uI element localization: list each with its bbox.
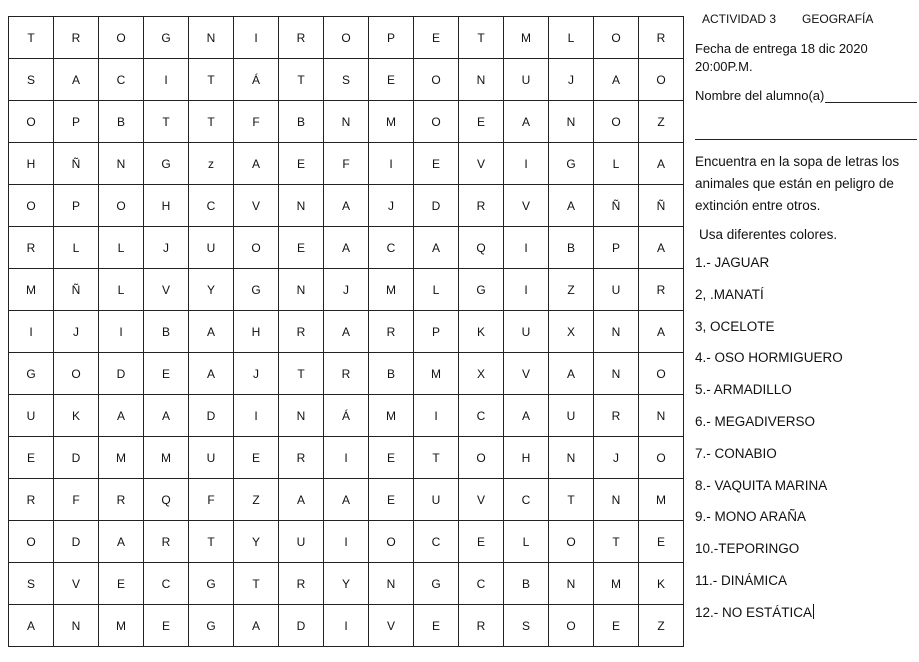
word-list-item-text: 5.- ARMADILLO bbox=[695, 382, 792, 398]
grid-cell: N bbox=[279, 269, 324, 311]
grid-cell: A bbox=[504, 395, 549, 437]
grid-cell: B bbox=[144, 311, 189, 353]
grid-cell: F bbox=[324, 143, 369, 185]
grid-cell: L bbox=[99, 269, 144, 311]
grid-cell: E bbox=[414, 17, 459, 59]
grid-cell: Q bbox=[144, 479, 189, 521]
grid-cell: O bbox=[639, 353, 684, 395]
grid-cell: P bbox=[594, 227, 639, 269]
grid-cell: R bbox=[279, 437, 324, 479]
word-list bbox=[695, 253, 917, 635]
grid-row bbox=[9, 437, 684, 479]
grid-cell: J bbox=[324, 269, 369, 311]
grid-cell: T bbox=[234, 563, 279, 605]
grid-cell: N bbox=[549, 101, 594, 143]
due-date-line: Fecha de entrega 18 dic 2020 bbox=[695, 41, 868, 56]
grid-row bbox=[9, 311, 684, 353]
grid-cell: S bbox=[324, 59, 369, 101]
grid-cell: V bbox=[459, 143, 504, 185]
grid-cell: O bbox=[99, 185, 144, 227]
grid-cell: A bbox=[279, 479, 324, 521]
grid-cell: I bbox=[369, 143, 414, 185]
grid-cell: A bbox=[99, 395, 144, 437]
grid-cell: U bbox=[189, 227, 234, 269]
grid-cell: U bbox=[414, 479, 459, 521]
word-list-item bbox=[695, 285, 917, 317]
grid-cell: J bbox=[549, 59, 594, 101]
grid-cell: B bbox=[504, 563, 549, 605]
word-list-item bbox=[695, 444, 917, 476]
grid-cell: I bbox=[414, 395, 459, 437]
grid-cell: N bbox=[639, 395, 684, 437]
grid-cell: N bbox=[54, 605, 99, 647]
word-list-item-text: 6.- MEGADIVERSO bbox=[695, 413, 816, 429]
subject-title: GEOGRAFÍA bbox=[802, 12, 874, 26]
grid-cell: E bbox=[234, 437, 279, 479]
grid-cell: V bbox=[504, 353, 549, 395]
grid-cell: A bbox=[9, 605, 54, 647]
student-name-label: Nombre del alumno(a) bbox=[695, 88, 825, 103]
grid-cell: O bbox=[369, 521, 414, 563]
grid-cell: C bbox=[99, 59, 144, 101]
grid-cell: P bbox=[54, 185, 99, 227]
grid-cell: Z bbox=[639, 605, 684, 647]
grid-cell: I bbox=[144, 59, 189, 101]
grid-cell: O bbox=[594, 101, 639, 143]
grid-cell: R bbox=[9, 227, 54, 269]
grid-cell: O bbox=[594, 17, 639, 59]
grid-cell: M bbox=[594, 563, 639, 605]
student-name-blank[interactable] bbox=[825, 88, 917, 103]
grid-cell: O bbox=[414, 59, 459, 101]
grid-cell: A bbox=[594, 59, 639, 101]
grid-row bbox=[9, 563, 684, 605]
grid-cell: A bbox=[414, 227, 459, 269]
grid-cell: O bbox=[549, 521, 594, 563]
grid-cell: M bbox=[99, 437, 144, 479]
grid-cell: I bbox=[324, 437, 369, 479]
grid-cell: T bbox=[459, 17, 504, 59]
grid-cell: G bbox=[549, 143, 594, 185]
grid-cell: L bbox=[54, 227, 99, 269]
grid-cell: B bbox=[369, 353, 414, 395]
word-list-item bbox=[695, 412, 917, 444]
grid-cell: Ñ bbox=[54, 143, 99, 185]
grid-cell: S bbox=[9, 59, 54, 101]
grid-cell: V bbox=[369, 605, 414, 647]
grid-cell: K bbox=[54, 395, 99, 437]
grid-cell: A bbox=[549, 353, 594, 395]
grid-cell: G bbox=[189, 605, 234, 647]
word-list-item-text: 1.- JAGUAR bbox=[695, 255, 770, 270]
grid-cell: I bbox=[234, 17, 279, 59]
grid-cell: R bbox=[639, 17, 684, 59]
grid-cell: A bbox=[549, 185, 594, 227]
grid-cell: S bbox=[504, 605, 549, 647]
grid-cell: T bbox=[189, 521, 234, 563]
grid-cell: B bbox=[549, 227, 594, 269]
word-list-item bbox=[695, 476, 917, 508]
grid-cell: R bbox=[459, 605, 504, 647]
grid-cell: F bbox=[189, 479, 234, 521]
grid-cell: A bbox=[234, 605, 279, 647]
grid-cell: H bbox=[9, 143, 54, 185]
grid-cell: D bbox=[414, 185, 459, 227]
grid-cell: Z bbox=[639, 101, 684, 143]
grid-cell: N bbox=[99, 143, 144, 185]
grid-cell: R bbox=[459, 185, 504, 227]
grid-cell: A bbox=[99, 521, 144, 563]
word-list-item-text: 3, OCELOTE bbox=[695, 318, 775, 334]
grid-cell: E bbox=[594, 605, 639, 647]
grid-cell: Y bbox=[189, 269, 234, 311]
grid-cell: A bbox=[324, 227, 369, 269]
grid-cell: A bbox=[54, 59, 99, 101]
grid-cell: Ñ bbox=[639, 185, 684, 227]
grid-cell: A bbox=[639, 311, 684, 353]
grid-cell: Z bbox=[549, 269, 594, 311]
grid-cell: N bbox=[549, 437, 594, 479]
grid-cell: I bbox=[9, 311, 54, 353]
grid-cell: C bbox=[414, 521, 459, 563]
grid-cell: E bbox=[369, 437, 414, 479]
grid-cell: G bbox=[414, 563, 459, 605]
grid-cell: E bbox=[144, 605, 189, 647]
word-list-item bbox=[695, 603, 917, 635]
grid-cell: R bbox=[54, 17, 99, 59]
word-list-item bbox=[695, 348, 917, 380]
grid-cell: A bbox=[144, 395, 189, 437]
grid-cell: L bbox=[99, 227, 144, 269]
colors-note: Usa diferentes colores. bbox=[699, 227, 838, 242]
word-list-item bbox=[695, 380, 917, 412]
grid-cell: O bbox=[459, 437, 504, 479]
word-list-item-text: 2, .MANATÍ bbox=[695, 286, 764, 302]
grid-cell: V bbox=[144, 269, 189, 311]
grid-cell: I bbox=[504, 227, 549, 269]
grid-cell: V bbox=[234, 185, 279, 227]
grid-cell: R bbox=[594, 395, 639, 437]
grid-cell: N bbox=[594, 353, 639, 395]
grid-cell: N bbox=[369, 563, 414, 605]
grid-cell: T bbox=[144, 101, 189, 143]
grid-row bbox=[9, 17, 684, 59]
grid-cell: R bbox=[369, 311, 414, 353]
grid-cell: V bbox=[54, 563, 99, 605]
grid-cell: A bbox=[324, 479, 369, 521]
grid-cell: G bbox=[234, 269, 279, 311]
word-list-item bbox=[695, 571, 917, 603]
grid-cell: I bbox=[324, 605, 369, 647]
grid-cell: U bbox=[9, 395, 54, 437]
grid-cell: E bbox=[369, 479, 414, 521]
grid-cell: A bbox=[639, 227, 684, 269]
grid-cell: M bbox=[369, 101, 414, 143]
grid-cell: Q bbox=[459, 227, 504, 269]
grid-cell: E bbox=[279, 227, 324, 269]
grid-cell: O bbox=[9, 521, 54, 563]
word-list-item bbox=[695, 507, 917, 539]
grid-cell: A bbox=[189, 353, 234, 395]
grid-cell: M bbox=[414, 353, 459, 395]
grid-cell: O bbox=[324, 17, 369, 59]
grid-cell: L bbox=[594, 143, 639, 185]
grid-row bbox=[9, 185, 684, 227]
grid-cell: Á bbox=[234, 59, 279, 101]
grid-cell: N bbox=[189, 17, 234, 59]
grid-cell: G bbox=[189, 563, 234, 605]
grid-cell: M bbox=[144, 437, 189, 479]
grid-cell: E bbox=[9, 437, 54, 479]
grid-cell: H bbox=[234, 311, 279, 353]
word-list-item-text: 11.- DINÁMICA bbox=[695, 572, 788, 588]
grid-cell: E bbox=[459, 101, 504, 143]
word-list-item-text: 12.- NO ESTÁTICA bbox=[695, 604, 813, 620]
grid-cell: I bbox=[99, 311, 144, 353]
grid-cell: O bbox=[234, 227, 279, 269]
grid-cell: G bbox=[144, 17, 189, 59]
grid-row bbox=[9, 59, 684, 101]
grid-cell: P bbox=[54, 101, 99, 143]
word-list-item-text: 10.-TEPORINGO bbox=[695, 541, 800, 557]
grid-cell: T bbox=[189, 59, 234, 101]
grid-cell: N bbox=[549, 563, 594, 605]
grid-cell: F bbox=[54, 479, 99, 521]
word-list-item bbox=[695, 253, 917, 285]
grid-cell: Á bbox=[324, 395, 369, 437]
word-list-item-text: 8.- VAQUITA MARINA bbox=[695, 477, 828, 493]
student-name-blank-line-2[interactable] bbox=[695, 125, 917, 140]
grid-cell: C bbox=[504, 479, 549, 521]
grid-cell: Ñ bbox=[594, 185, 639, 227]
grid-cell: N bbox=[594, 311, 639, 353]
grid-cell: T bbox=[189, 101, 234, 143]
grid-cell: J bbox=[144, 227, 189, 269]
activity-panel bbox=[695, 12, 917, 635]
grid-row bbox=[9, 353, 684, 395]
grid-cell: E bbox=[459, 521, 504, 563]
grid-cell: U bbox=[504, 311, 549, 353]
grid-cell: G bbox=[459, 269, 504, 311]
grid-cell: G bbox=[144, 143, 189, 185]
grid-cell: J bbox=[54, 311, 99, 353]
grid-cell: E bbox=[279, 143, 324, 185]
grid-cell: C bbox=[369, 227, 414, 269]
grid-cell: T bbox=[414, 437, 459, 479]
grid-cell: R bbox=[639, 269, 684, 311]
word-list-item bbox=[695, 539, 917, 571]
grid-cell: O bbox=[639, 59, 684, 101]
due-date bbox=[695, 40, 917, 76]
grid-cell: X bbox=[459, 353, 504, 395]
grid-cell: P bbox=[414, 311, 459, 353]
word-search-grid bbox=[8, 16, 684, 647]
grid-cell: E bbox=[99, 563, 144, 605]
grid-cell: O bbox=[99, 17, 144, 59]
grid-cell: I bbox=[234, 395, 279, 437]
grid-cell: D bbox=[279, 605, 324, 647]
grid-cell: M bbox=[504, 17, 549, 59]
grid-cell: M bbox=[369, 269, 414, 311]
grid-cell: R bbox=[279, 563, 324, 605]
grid-cell: E bbox=[414, 605, 459, 647]
grid-cell: N bbox=[594, 479, 639, 521]
grid-cell: J bbox=[594, 437, 639, 479]
grid-row bbox=[9, 227, 684, 269]
text-cursor bbox=[813, 604, 814, 619]
grid-cell: J bbox=[234, 353, 279, 395]
grid-cell: T bbox=[594, 521, 639, 563]
grid-cell: A bbox=[639, 143, 684, 185]
grid-cell: A bbox=[189, 311, 234, 353]
grid-cell: I bbox=[504, 143, 549, 185]
grid-row bbox=[9, 395, 684, 437]
grid-cell: z bbox=[189, 143, 234, 185]
grid-cell: M bbox=[99, 605, 144, 647]
grid-cell: I bbox=[504, 269, 549, 311]
grid-cell: H bbox=[144, 185, 189, 227]
grid-cell: H bbox=[504, 437, 549, 479]
grid-cell: M bbox=[639, 479, 684, 521]
grid-cell: D bbox=[189, 395, 234, 437]
grid-cell: E bbox=[144, 353, 189, 395]
grid-cell: Ñ bbox=[54, 269, 99, 311]
word-list-item-text: 4.- OSO HORMIGUERO bbox=[695, 350, 843, 366]
grid-cell: O bbox=[414, 101, 459, 143]
grid-cell: C bbox=[144, 563, 189, 605]
grid-cell: M bbox=[369, 395, 414, 437]
grid-row bbox=[9, 269, 684, 311]
grid-cell: V bbox=[459, 479, 504, 521]
grid-cell: A bbox=[234, 143, 279, 185]
student-name-field[interactable] bbox=[695, 88, 917, 103]
grid-cell: U bbox=[279, 521, 324, 563]
grid-cell: A bbox=[504, 101, 549, 143]
grid-cell: T bbox=[279, 59, 324, 101]
activity-number: ACTIVIDAD 3 bbox=[702, 12, 777, 26]
grid-cell: E bbox=[639, 521, 684, 563]
grid-cell: E bbox=[414, 143, 459, 185]
grid-cell: O bbox=[9, 185, 54, 227]
grid-cell: K bbox=[639, 563, 684, 605]
grid-cell: Z bbox=[234, 479, 279, 521]
grid-cell: O bbox=[639, 437, 684, 479]
grid-cell: U bbox=[594, 269, 639, 311]
grid-cell: R bbox=[324, 353, 369, 395]
grid-cell: K bbox=[459, 311, 504, 353]
grid-cell: U bbox=[549, 395, 594, 437]
grid-cell: L bbox=[549, 17, 594, 59]
grid-cell: B bbox=[99, 101, 144, 143]
grid-row bbox=[9, 101, 684, 143]
grid-cell: A bbox=[324, 311, 369, 353]
grid-cell: P bbox=[369, 17, 414, 59]
grid-row bbox=[9, 479, 684, 521]
grid-cell: V bbox=[504, 185, 549, 227]
grid-cell: U bbox=[189, 437, 234, 479]
word-list-item-text: 9.- MONO ARAÑA bbox=[695, 509, 807, 525]
grid-cell: J bbox=[369, 185, 414, 227]
activity-header bbox=[702, 12, 917, 26]
grid-row bbox=[9, 605, 684, 647]
grid-cell: I bbox=[324, 521, 369, 563]
grid-cell: D bbox=[99, 353, 144, 395]
grid-cell: R bbox=[279, 17, 324, 59]
grid-cell: L bbox=[504, 521, 549, 563]
grid-cell: M bbox=[9, 269, 54, 311]
grid-cell: G bbox=[9, 353, 54, 395]
grid-cell: O bbox=[54, 353, 99, 395]
grid-cell: N bbox=[279, 185, 324, 227]
grid-cell: N bbox=[279, 395, 324, 437]
grid-cell: C bbox=[459, 395, 504, 437]
word-list-item bbox=[695, 317, 917, 349]
grid-cell: X bbox=[549, 311, 594, 353]
grid-cell: F bbox=[234, 101, 279, 143]
grid-cell: R bbox=[279, 311, 324, 353]
grid-cell: A bbox=[324, 185, 369, 227]
grid-cell: T bbox=[9, 17, 54, 59]
grid-cell: L bbox=[414, 269, 459, 311]
grid-cell: R bbox=[9, 479, 54, 521]
grid-cell: C bbox=[459, 563, 504, 605]
grid-cell: N bbox=[459, 59, 504, 101]
grid-cell: O bbox=[549, 605, 594, 647]
grid-cell: Y bbox=[324, 563, 369, 605]
grid-cell: R bbox=[144, 521, 189, 563]
grid-row bbox=[9, 521, 684, 563]
grid-row bbox=[9, 143, 684, 185]
instructions-text: Encuentra en la sopa de letras los animales que están en peligro de extinción entre otros. bbox=[695, 154, 900, 213]
grid-cell: B bbox=[279, 101, 324, 143]
grid-cell: T bbox=[549, 479, 594, 521]
grid-cell: T bbox=[279, 353, 324, 395]
grid-cell: R bbox=[99, 479, 144, 521]
due-time-line: 20:00P.M. bbox=[695, 59, 753, 74]
grid-cell: Y bbox=[234, 521, 279, 563]
grid-cell: O bbox=[9, 101, 54, 143]
grid-cell: N bbox=[324, 101, 369, 143]
grid-cell: S bbox=[9, 563, 54, 605]
grid-cell: D bbox=[54, 437, 99, 479]
grid-cell: C bbox=[189, 185, 234, 227]
grid-cell: D bbox=[54, 521, 99, 563]
word-list-item-text: 7.- CONABIO bbox=[695, 445, 777, 461]
grid-cell: U bbox=[504, 59, 549, 101]
grid-cell: E bbox=[369, 59, 414, 101]
